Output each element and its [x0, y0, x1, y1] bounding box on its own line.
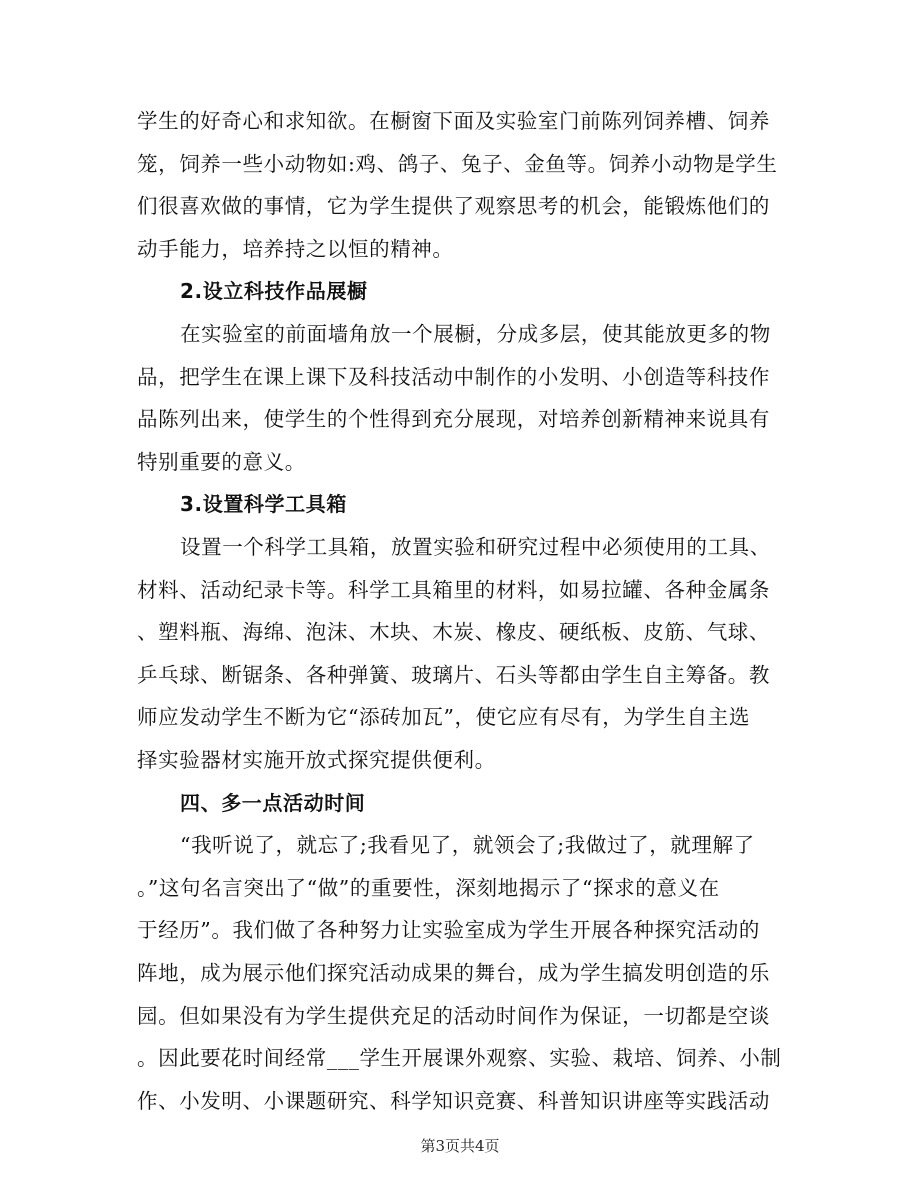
body-text-line: 。”这句名言突出了“做”的重要性，深刻地揭示了“探求的意义在: [137, 875, 720, 900]
body-text-line: 在实验室的前面墙角放一个展橱，分成多层，使其能放更多的物: [180, 322, 771, 346]
body-text-line: 学生的好奇心和求知欲。在橱窗下面及实验室门前陈列饲养槽、饲养: [137, 109, 770, 133]
body-text-line: 择实验器材实施开放式探究提供便利。: [137, 748, 496, 772]
page-footer: 第3页共4页: [420, 1137, 500, 1155]
body-text-line: 动手能力，培养持之以恒的精神。: [137, 236, 454, 261]
body-text-line: 们很喜欢做的事情，它为学生提供了观察思考的机会，能锻炼他们的: [137, 194, 770, 219]
body-text-line: 于经历”。我们做了各种努力让实验室成为学生开展各种探究活动的: [137, 918, 760, 943]
body-text-line: 材料、活动纪录卡等。科学工具箱里的材料，如易拉罐、各种金属条: [137, 577, 770, 602]
section-heading: 2.设立科技作品展橱: [180, 279, 368, 304]
body-text-line: 。因此要花时间经常___学生开展课外观察、实验、栽培、饲养、小制: [137, 1046, 782, 1071]
body-text-line: 、塑料瓶、海绵、泡沫、木块、木炭、橡皮、硬纸板、皮筋、气球、: [137, 620, 770, 645]
body-text-line: 品，把学生在课上课下及科技活动中制作的小发明、小创造等科技作: [137, 364, 770, 389]
section-heading: 3.设置科学工具箱: [180, 492, 347, 517]
body-text-line: 园。但如果没有为学生提供充足的活动时间作为保证，一切都是空谈: [137, 1003, 770, 1028]
body-text-line: “我听说了，就忘了;我看见了，就领会了;我做过了，就理解了: [180, 833, 755, 858]
body-text-line: 特别重要的意义。: [137, 449, 306, 474]
section-heading: 四、多一点活动时间: [180, 790, 366, 815]
body-text-line: 设置一个科学工具箱，放置实验和研究过程中必须使用的工具、: [180, 535, 771, 559]
body-text-line: 阵地，成为展示他们探究活动成果的舞台，成为学生搞发明创造的乐: [137, 961, 770, 985]
body-text-line: 品陈列出来，使学生的个性得到充分展现，对培养创新精神来说具有: [137, 407, 770, 432]
body-text-line: 作、小发明、小课题研究、科学知识竞赛、科普知识讲座等实践活动: [137, 1088, 770, 1113]
body-text-line: 乒乓球、断锯条、各种弹簧、玻璃片、石头等都由学生自主筹备。教: [137, 662, 770, 687]
body-text-line: 师应发动学生不断为它“添砖加瓦”，使它应有尽有，为学生自主选: [137, 705, 750, 730]
body-text-line: 笼，饲养一些小动物如:鸡、鸽子、兔子、金鱼等。饲养小动物是学生: [137, 151, 778, 176]
